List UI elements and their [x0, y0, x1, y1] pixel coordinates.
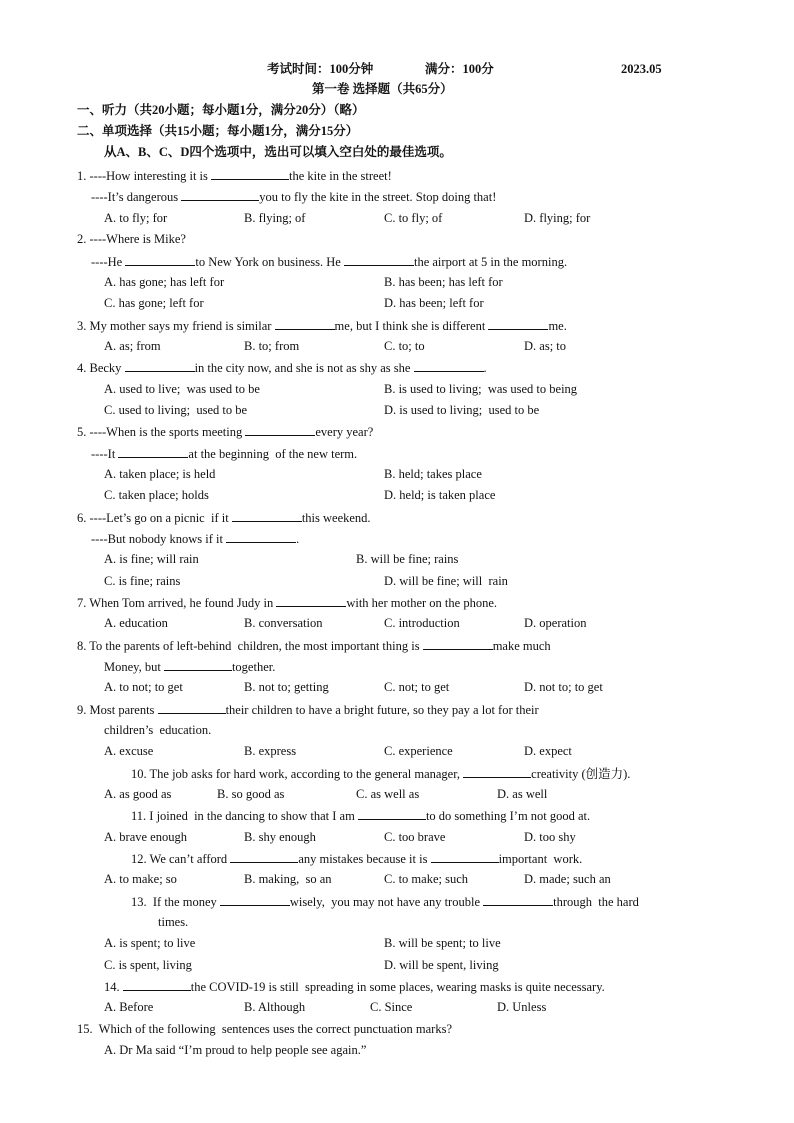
q2-text-3: the airport at 5 in the morning. [413, 255, 568, 269]
q6-text-2: this weekend. [301, 511, 371, 525]
q1-text-2: the kite in the street! [289, 169, 392, 183]
q7-text: 7. When Tom arrived, he found Judy in [77, 596, 277, 610]
question-1-response [91, 189, 496, 205]
q12-option-b: B. making, so an [244, 872, 332, 886]
q1-option-c: C. to fly; of [384, 211, 443, 225]
q12-option-a: A. to make; so [104, 872, 177, 886]
answer-blank [226, 531, 296, 543]
q1-text-4: you to fly the kite in the street. Stop doing that! [259, 190, 497, 204]
q6-text-4: . [296, 532, 300, 546]
q14-option-d: D. Unless [497, 1000, 547, 1014]
q15-option-a: A. Dr Ma said “I’m proud to help people see again.” [104, 1043, 367, 1057]
q5-text: 5. ----When is the sports meeting [77, 425, 246, 439]
q6-text-3: ----But nobody knows if it [91, 532, 227, 546]
q10-option-d: D. as well [497, 787, 548, 801]
q8-text: 8. To the parents of left-behind children, the most important thing is [77, 639, 423, 653]
q3-option-b: B. to; from [244, 339, 300, 353]
q3-option-d: D. as; to [524, 339, 567, 353]
q5-text-2: every year? [315, 425, 374, 439]
q2-option-a: A. has gone; has left for [104, 275, 225, 289]
answer-blank [181, 189, 259, 201]
q7-option-b: B. conversation [244, 616, 323, 630]
q11-option-b: B. shy enough [244, 830, 316, 844]
q14-text: 14. [104, 980, 123, 994]
q11-text: 11. I joined in the dancing to show that I am [131, 809, 358, 823]
q8-option-c: C. not; to get [384, 680, 450, 694]
question-5 [77, 424, 373, 440]
q12-text: 12. We can’t afford [131, 852, 231, 866]
question-9 [77, 702, 539, 718]
question-8 [77, 638, 551, 654]
q13-option-a: A. is spent; to live [104, 936, 196, 950]
q11-text-2: to do something I’m not good at. [425, 809, 591, 823]
q7-option-a: A. education [104, 616, 168, 630]
q14-option-c: C. Since [370, 1000, 413, 1014]
q2-option-c: C. has gone; left for [104, 296, 204, 310]
question-6 [77, 510, 371, 526]
q6-option-b: B. will be fine; rains [356, 552, 459, 566]
section-single-choice: 二、单项选择（共15小题；每小题1分，满分15分） [77, 124, 359, 138]
q14-option-a: A. Before [104, 1000, 154, 1014]
question-6-response [91, 531, 299, 547]
answer-blank [232, 510, 302, 522]
answer-blank [164, 659, 232, 671]
q11-option-d: D. too shy [524, 830, 576, 844]
q13-text-2: wisely, you may not have any trouble [289, 895, 484, 909]
answer-blank [245, 424, 315, 436]
q4-option-d: D. is used to living; used to be [384, 403, 540, 417]
q9-option-a: A. excuse [104, 744, 154, 758]
q4-option-c: C. used to living; used to be [104, 403, 248, 417]
section-listening: 一、听力（共20小题；每小题1分，满分20分）（略） [77, 103, 365, 117]
q12-text-2: any mistakes because it is [298, 852, 431, 866]
answer-blank [358, 808, 426, 820]
q1-text-3: ----It’s dangerous [91, 190, 182, 204]
q9-text: 9. Most parents [77, 703, 158, 717]
q3-option-a: A. as; from [104, 339, 161, 353]
q2-text: ----He [91, 255, 126, 269]
q10-text: 10. The job asks for hard work, according to the general manager, [131, 767, 464, 781]
answer-blank [123, 979, 191, 991]
answer-blank [118, 446, 188, 458]
q2-option-b: B. has been; has left for [384, 275, 503, 289]
q9-text-2: their children to have a bright future, so they pay a lot for their [225, 703, 539, 717]
q8-text-3: Money, but [104, 660, 164, 674]
question-7 [77, 595, 497, 611]
q5-text-4: at the beginning of the new term. [188, 447, 358, 461]
question-10 [131, 766, 630, 782]
q8-option-a: A. to not; to get [104, 680, 183, 694]
q13-text-3: through the hard [553, 895, 639, 909]
q8-text-4: together. [231, 660, 276, 674]
q5-option-d: D. held; is taken place [384, 488, 496, 502]
q9-option-b: B. express [244, 744, 297, 758]
q13-option-d: D. will be spent, living [384, 958, 499, 972]
q6-option-a: A. is fine; will rain [104, 552, 199, 566]
q3-text-2: me, but I think she is different [334, 319, 489, 333]
question-3 [77, 318, 567, 334]
q2-text-2: to New York on business. He [195, 255, 344, 269]
q12-text-3: important work. [498, 852, 583, 866]
answer-blank [463, 766, 531, 778]
question-11 [131, 808, 590, 824]
q11-option-c: C. too brave [384, 830, 446, 844]
q7-option-c: C. introduction [384, 616, 460, 630]
answer-blank [431, 851, 499, 863]
answer-blank [483, 894, 553, 906]
question-2: 2. ----Where is Mike? [77, 232, 186, 246]
q2-option-d: D. has been; left for [384, 296, 484, 310]
q10-option-c: C. as well as [356, 787, 420, 801]
q10-option-a: A. as good as [104, 787, 172, 801]
q9-option-c: C. experience [384, 744, 453, 758]
question-8-cont [104, 659, 275, 675]
q5-option-a: A. taken place; is held [104, 467, 216, 481]
question-13 [131, 894, 639, 910]
q1-text: 1. ----How interesting it is [77, 169, 212, 183]
q13-option-c: C. is spent, living [104, 958, 192, 972]
question-13-cont: times. [158, 915, 189, 929]
answer-blank [414, 360, 484, 372]
q4-text: 4. Becky [77, 361, 125, 375]
q3-option-c: C. to; to [384, 339, 425, 353]
q11-option-a: A. brave enough [104, 830, 187, 844]
question-1 [77, 168, 392, 184]
part-title: 第一卷 选择题（共65分） [312, 82, 453, 96]
question-14 [104, 979, 605, 995]
q4-text-3: . [483, 361, 487, 375]
answer-blank [423, 638, 493, 650]
exam-time: 考试时间：100分钟 [267, 62, 374, 76]
q4-text-2: in the city now, and she is not as shy as she [194, 361, 414, 375]
q4-option-b: B. is used to living; was used to being [384, 382, 578, 396]
q7-text-2: with her mother on the phone. [346, 596, 497, 610]
q1-option-d: D. flying; for [524, 211, 591, 225]
answer-blank [488, 318, 548, 330]
full-score: 满分：100分 [425, 62, 494, 76]
q3-text: 3. My mother says my friend is similar [77, 319, 275, 333]
q5-text-3: ----It [91, 447, 119, 461]
q6-option-d: D. will be fine; will rain [384, 574, 508, 588]
answer-blank [220, 894, 290, 906]
question-12 [131, 851, 582, 867]
q8-option-b: B. not to; getting [244, 680, 329, 694]
q3-text-3: me. [548, 319, 567, 333]
answer-blank [344, 254, 414, 266]
q8-option-d: D. not to; to get [524, 680, 603, 694]
q1-option-a: A. to fly; for [104, 211, 168, 225]
instruction: 从A、B、C、D四个选项中，选出可以填入空白处的最佳选项。 [104, 145, 452, 159]
question-2-response [91, 254, 567, 270]
q12-option-c: C. to make; such [384, 872, 469, 886]
q4-option-a: A. used to live; was used to be [104, 382, 260, 396]
q9-option-d: D. expect [524, 744, 572, 758]
question-4 [77, 360, 487, 376]
q7-option-d: D. operation [524, 616, 587, 630]
q14-text-2: the COVID-19 is still spreading in some places, wearing masks is quite necessary. [190, 980, 605, 994]
q12-option-d: D. made; such an [524, 872, 611, 886]
question-5-response [91, 446, 357, 462]
answer-blank [230, 851, 298, 863]
q8-text-2: make much [492, 639, 551, 653]
exam-date: 2023.05 [621, 62, 662, 76]
question-9-cont: children’s education. [104, 723, 212, 737]
q13-option-b: B. will be spent; to live [384, 936, 501, 950]
answer-blank [276, 595, 346, 607]
q6-text: 6. ----Let’s go on a picnic if it [77, 511, 232, 525]
answer-blank [158, 702, 226, 714]
q1-option-b: B. flying; of [244, 211, 306, 225]
q10-text-2: creativity (创造力). [531, 767, 631, 781]
q5-option-b: B. held; takes place [384, 467, 482, 481]
answer-blank [275, 318, 335, 330]
question-15: 15. Which of the following sentences uses the correct punctuation marks? [77, 1022, 453, 1036]
answer-blank [211, 168, 289, 180]
q5-option-c: C. taken place; holds [104, 488, 209, 502]
answer-blank [125, 360, 195, 372]
q6-option-c: C. is fine; rains [104, 574, 181, 588]
q10-option-b: B. so good as [217, 787, 285, 801]
q13-text: 13. If the money [131, 895, 220, 909]
answer-blank [125, 254, 195, 266]
q14-option-b: B. Although [244, 1000, 306, 1014]
